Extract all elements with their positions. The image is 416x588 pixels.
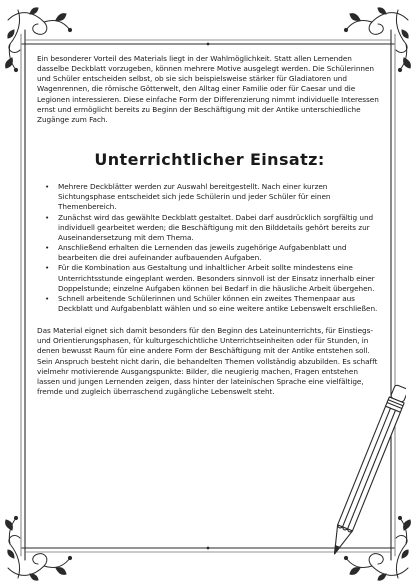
document-body xyxy=(37,54,382,397)
list-item: • Für die Kombination aus Gestaltung und inhaltlicher Arbeit sollte mindestens eine Unterrichtsstunde eingeplant werden. Besonders sinnvoll ist der Einsatz innerhalb einer Doppelstunde; einzelne Aufgaben können bei Bedarf in die häusliche Arbeit übergehen. xyxy=(58,263,382,293)
outro-paragraph: Das Material eignet sich damit besonders für den Beginn des Lateinunterrichts, für Einstiegs- und Orientierungsphasen, für kulturgeschichtliche Unterrichtseinheiten oder für Stunden, in denen bewusst Raum für eine andere Form der Beschäftigung mit der Antike entstehen soll. Sein Anspruch besteht nicht darin, die behandelten Themen vollständig abzubilden. Es schafft vielmehr motivierende Ausgangspunkte: Bilder, die neugierig machen, Fragen entstehen lassen und jungen Lernenden zeigen, dass hinter der lateinischen Sprache eine vielfältige, fremde und zugleich überraschend zugängliche Lebenswelt steht. xyxy=(37,326,378,397)
list-item: • Schnell arbeitende Schülerinnen und Schüler können ein zweites Themenpaar aus Deckblatt und Aufgabenblatt wählen und so eine weitere antike Lebenswelt erschließen. xyxy=(58,294,382,314)
intro-paragraph: Ein besonderer Vorteil des Materials liegt in der Wahlmöglichkeit. Statt allen Lernenden dasselbe Deckblatt vorzugeben, können mehrere Motive ausgelegt werden. Die Schülerinnen und Schüler entscheiden selbst, ob sie sich beispielsweise stärker für Gladiatoren und Wagenrennen, die römische Götterwelt, den Alltag einer Familie oder für Caesar und die Legionen interessieren. Diese einfache Form der Differenzierung nimmt individuelle Interessen ernst und ermöglicht bereits zu Beginn der Beschäftigung mit der Antike unterschiedliche Zugänge zum Fach. xyxy=(37,54,379,124)
usage-list xyxy=(37,182,382,314)
section-heading: Unterrichtlicher Einsatz: xyxy=(94,150,325,170)
pencil-icon xyxy=(326,376,406,576)
list-item: • Mehrere Deckblätter werden zur Auswahl bereitgestellt. Nach einer kurzen Sichtungsphase entscheidet sich jede Schülerin und jeder Schüler für einen Themenbereich. xyxy=(58,182,382,212)
list-item: • Zunächst wird das gewählte Deckblatt gestaltet. Dabei darf ausdrücklich sorgfältig und individuell gearbeitet werden; die Beschäftigung mit den Bilddetails gehört bereits zur Auseinandersetzung mit dem Thema. xyxy=(58,213,382,243)
list-item: • Anschließend erhalten die Lernenden das jeweils zugehörige Aufgabenblatt und bearbeiten die drei aufeinander aufbauenden Aufgaben. xyxy=(58,243,382,263)
